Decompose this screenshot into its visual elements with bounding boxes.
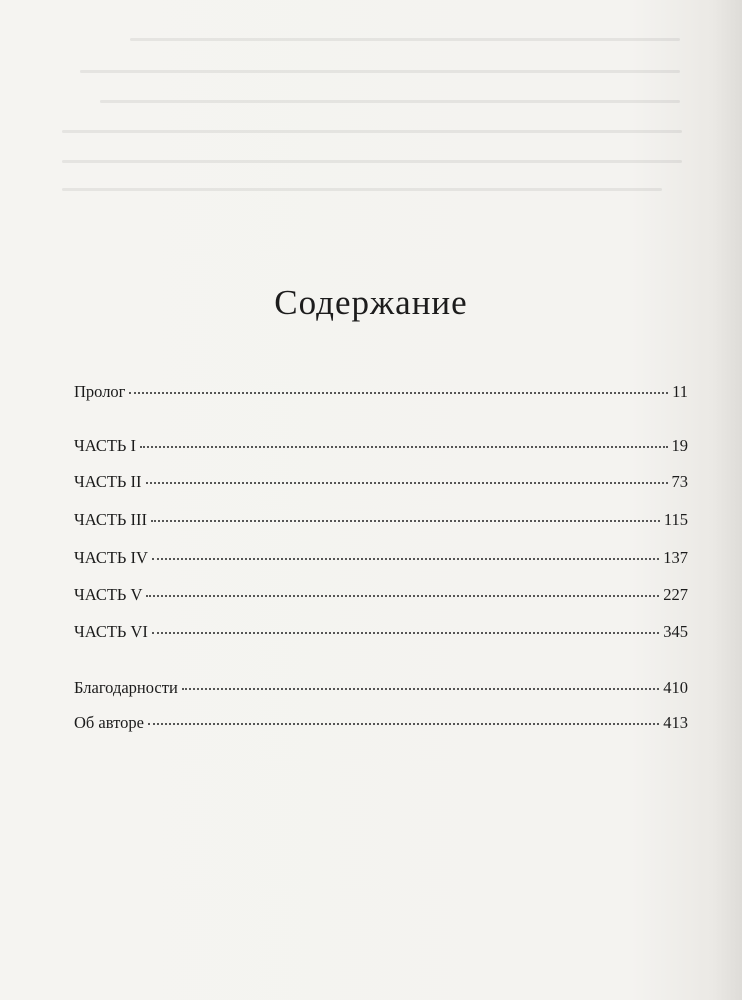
toc-entry-title: Пролог (74, 382, 126, 401)
toc-entry-page: 410 (663, 678, 688, 697)
toc-leader-dots (152, 558, 659, 560)
toc-entry (74, 382, 688, 408)
toc-entry-page: 115 (663, 510, 688, 529)
toc-entry (74, 548, 688, 574)
show-through-line (80, 70, 680, 73)
show-through-line (62, 188, 662, 191)
toc-entry-page: 73 (671, 472, 688, 491)
toc-leader-dots (151, 520, 660, 522)
toc-entry-page: 345 (663, 622, 688, 641)
show-through-line (130, 38, 680, 41)
toc-entry-page: 227 (663, 585, 688, 604)
toc-entry-page: 413 (663, 713, 688, 732)
toc-entry-page: 19 (671, 436, 688, 455)
show-through-line (62, 160, 682, 163)
toc-entry-title: ЧАСТЬ IV (74, 548, 148, 567)
toc-entry-title: ЧАСТЬ III (74, 510, 147, 529)
toc-entry-title: ЧАСТЬ I (74, 436, 136, 455)
toc-entry (74, 585, 688, 611)
toc-leader-dots (148, 723, 659, 725)
toc-leader-dots (129, 392, 668, 394)
toc-entry (74, 622, 688, 648)
toc-leader-dots (146, 595, 659, 597)
toc-entry-title: ЧАСТЬ V (74, 585, 143, 604)
toc-leader-dots (146, 482, 668, 484)
show-through-line (62, 130, 682, 133)
toc-entry-page: 137 (663, 548, 688, 567)
toc-entry-page: 11 (672, 382, 688, 401)
toc-entry-title: Об авторе (74, 713, 144, 732)
toc-entry (74, 678, 688, 704)
page-title: Содержание (274, 283, 468, 322)
toc-leader-dots (182, 688, 659, 690)
toc-entry-title: ЧАСТЬ II (74, 472, 142, 491)
toc-entry (74, 713, 688, 739)
show-through-line (100, 100, 680, 103)
toc-entry (74, 510, 688, 536)
toc-entry-title: ЧАСТЬ VI (74, 622, 148, 641)
toc-leader-dots (140, 446, 668, 448)
toc-leader-dots (152, 632, 659, 634)
toc-entry-title: Благодарности (74, 678, 178, 697)
toc-entry (74, 472, 688, 498)
toc-entry (74, 436, 688, 462)
